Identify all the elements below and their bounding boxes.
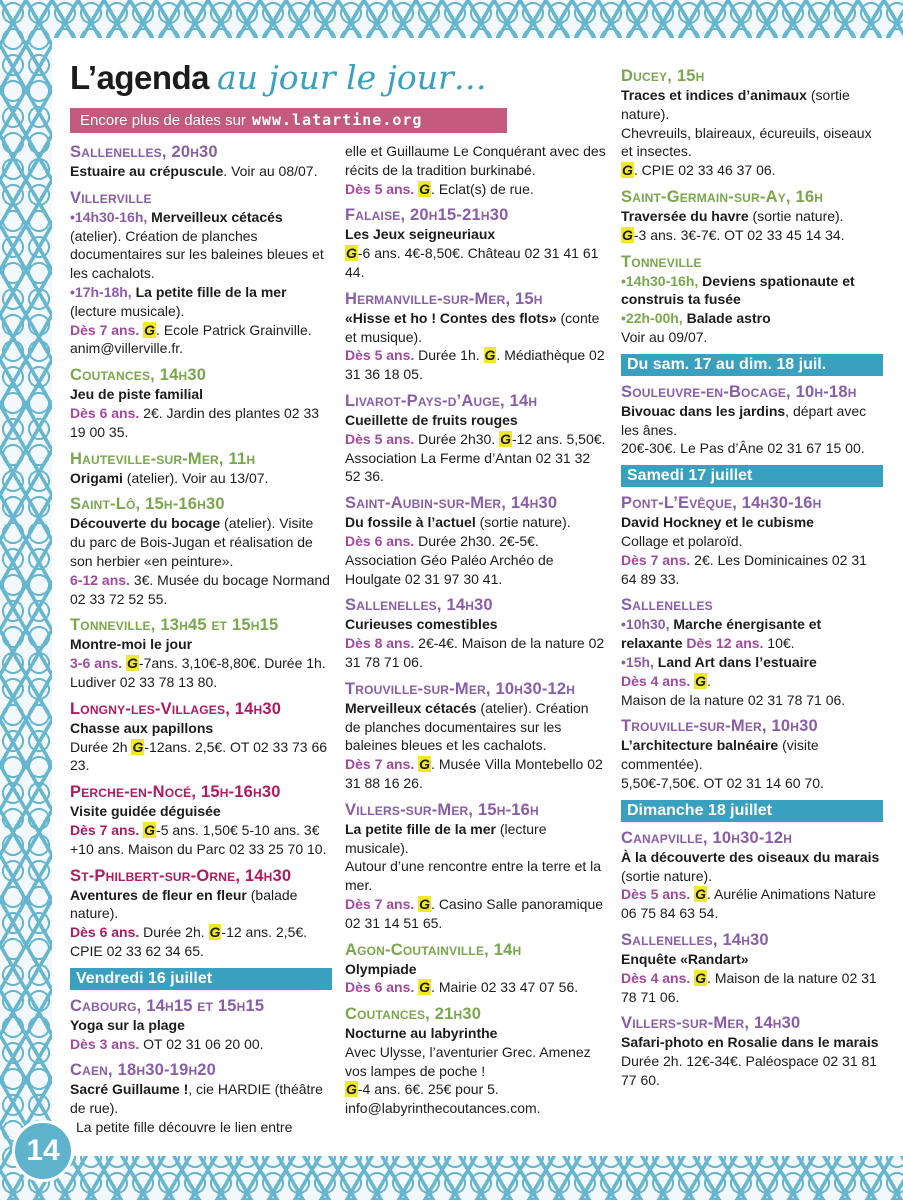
event-heading: Canapville, 10h30-12h — [621, 828, 793, 847]
event-livarot — [345, 391, 607, 486]
free-badge: G — [419, 979, 431, 996]
column-2 — [345, 142, 607, 1125]
age-label: Dès 7 ans. — [345, 756, 415, 773]
event-heading: Caen, 18h30-19h20 — [70, 1061, 217, 1080]
event-perche — [70, 782, 332, 858]
event-text: -7ans. 3,10€-8,80€. Durée 1h. Ludiver 02 33 78 13 80. — [70, 655, 326, 690]
event-text: (lecture musicale). — [345, 820, 547, 856]
event-title: Enquête «Randart» — [621, 950, 749, 967]
event-title: Sacré Guillaume ! — [70, 1081, 189, 1098]
event-text: (sortie nature). — [748, 207, 844, 224]
event-title: Montre-moi le jour — [70, 636, 193, 653]
page-title — [70, 58, 610, 97]
age-label: Dès 6 ans. — [345, 532, 415, 549]
event-text: OT 02 31 06 20 00. — [139, 1035, 264, 1052]
event-heading: Villers-sur-Mer, 14h30 — [621, 1014, 801, 1033]
event-text: (atelier). Création de planches documentaires sur les baleines bleues et les cachalots. — [70, 227, 324, 282]
event-title: Origami — [70, 469, 123, 486]
event-title: Land Art dans l’estuaire — [653, 653, 817, 670]
event-text: (sortie nature). — [621, 867, 713, 884]
event-text: . Musée Villa Montebello 02 31 88 16 26. — [345, 756, 603, 791]
event-text: Durée 2h — [70, 738, 132, 755]
event-heading: Agon-Coutainville, 14h — [345, 940, 522, 959]
event-text: 2€. Jardin des plantes 02 33 19 00 35. — [70, 404, 320, 440]
event-title: Olympiade — [345, 960, 417, 977]
event-title: La petite fille de la mer — [345, 820, 496, 837]
free-badge: G — [346, 245, 357, 262]
banner-text: Encore plus de dates sur — [80, 112, 246, 129]
event-text: . CPIE 02 33 46 37 06. — [633, 162, 776, 179]
event-heading: Hauteville-sur-Mer, 11h — [70, 449, 256, 468]
event-text: . Maison de la nature 02 31 78 71 06. — [621, 969, 877, 1005]
event-title: Deviens spationaute et construis ta fusée — [621, 272, 855, 308]
event-text: Avec Ulysse, l’aventurier Grec. Amenez vos lampes de poche ! — [345, 1043, 591, 1079]
free-badge: G — [622, 162, 633, 179]
age-label: Dès 6 ans. — [70, 924, 140, 941]
age-label: Dès 5 ans. — [345, 347, 415, 364]
free-badge: G — [127, 655, 138, 672]
column-3 — [621, 66, 883, 1097]
event-text: 2€. Les Dominicaines 02 31 64 89 33. — [621, 551, 867, 587]
event-heading: Coutances, 14h30 — [70, 366, 207, 385]
free-badge: G — [144, 821, 156, 838]
event-text: Durée 2h. — [139, 924, 209, 941]
event-text: . Mairie 02 33 47 07 56. — [431, 979, 579, 996]
free-badge: G — [695, 886, 707, 903]
event-heading: Sallenelles, 14h30 — [621, 930, 769, 949]
event-canapville — [621, 828, 883, 923]
event-heading: Tonneville, 13h45 et 15h15 — [70, 616, 279, 635]
event-sallenelles-3: Sallenelles •10h30, Marche énergisante et relaxante Dès 12 ans. 10€. •15h, Land Art dans l’estuaire Dès 4 ans. G. Maison de la nature 02 31 78 71 06. — [621, 595, 883, 709]
age-label: Dès 7 ans. — [345, 895, 415, 912]
event-text: (sortie nature). — [621, 87, 850, 122]
age-label: Dès 5 ans. — [621, 886, 691, 903]
event-heading: Sallenelles — [621, 596, 713, 615]
website-banner — [70, 108, 507, 133]
event-time: •15h, — [621, 653, 654, 670]
event-heading: Trouville-sur-Mer, 10h30 — [621, 717, 818, 736]
age-label: Dès 6 ans. — [70, 404, 140, 421]
event-trouville-2 — [621, 716, 883, 792]
event-text: Chevreuils, blaireaux, écureuils, oiseaux et insectes. — [621, 124, 872, 160]
event-text: , départ avec les ânes. — [621, 402, 867, 438]
event-title: Les Jeux seigneuriaux — [345, 226, 496, 243]
event-text: . Casino Salle panoramique 02 31 14 51 65. — [345, 895, 604, 931]
event-trouville — [345, 679, 607, 793]
age-label: Dès 4 ans. — [621, 969, 691, 986]
day-header: Du sam. 17 au dim. 18 juil. — [621, 354, 883, 376]
event-text: Collage et polaroïd. — [621, 532, 743, 549]
free-badge: G — [500, 430, 511, 447]
event-sallenelles-4 — [621, 930, 883, 1006]
event-text: La petite fille découvre le lien entre — [76, 1118, 293, 1135]
banner-url-link[interactable]: www.latartine.org — [251, 111, 423, 129]
event-text: 3€. Musée du bocage Normand 02 33 72 52 55. — [70, 571, 330, 607]
event-tonneville-2 — [621, 252, 883, 347]
event-title: Balade astro — [682, 310, 771, 327]
event-heading: Villerville — [70, 188, 152, 207]
event-pont-leveque — [621, 493, 883, 588]
event-ducey — [621, 66, 883, 180]
age-label: Dès 5 ans. — [345, 430, 415, 447]
day-header: Dimanche 18 juillet — [621, 800, 883, 822]
event-text: Durée 2h30. — [414, 430, 500, 447]
event-text: -12 ans. 5,50€. Association La Ferme d’Antan 02 31 32 52 36. — [345, 430, 606, 485]
age-label: Dès 7 ans. — [621, 551, 691, 568]
event-title: La petite fille de la mer — [131, 283, 287, 300]
free-badge: G — [132, 738, 144, 755]
event-title: Curieuses comestibles — [345, 616, 498, 633]
free-badge: G — [419, 756, 431, 773]
event-heading: Livarot-Pays-d’Auge, 14h — [345, 391, 538, 410]
event-agon — [345, 940, 607, 998]
event-text: -3 ans. 3€-7€. OT 02 33 45 14 34. — [633, 226, 845, 243]
event-souleuvre — [621, 382, 883, 458]
event-text: -4 ans. 6€. 25€ pour 5. info@labyrinthecoutances.com. — [345, 1081, 541, 1117]
day-header: Samedi 17 juillet — [621, 465, 883, 487]
event-text: -12ans. 2,5€. OT 02 33 73 66 23. — [70, 738, 328, 774]
age-label: Dès 8 ans. — [345, 635, 415, 652]
event-text: (sortie nature). — [475, 514, 571, 531]
age-label: 3-6 ans. — [70, 655, 123, 672]
event-title: Merveilleux cétacés — [345, 699, 477, 716]
event-time: •17h-18h, — [70, 283, 132, 300]
age-label: Dès 12 ans. — [682, 635, 764, 652]
event-text: (balade nature). — [70, 886, 298, 922]
event-cabourg — [70, 996, 332, 1054]
event-heading: Longny-les-Villages, 14h30 — [70, 699, 282, 718]
free-badge: G — [695, 969, 707, 986]
event-st-philbert — [70, 866, 332, 961]
event-title: Découverte du bocage — [70, 515, 221, 532]
event-title: «Hisse et ho ! Contes des flots» — [345, 309, 557, 326]
event-text: . Voir au 08/07. — [223, 163, 318, 179]
free-badge: G — [695, 672, 707, 689]
event-heading: St-Philbert-sur-Orne, 14h30 — [70, 866, 292, 885]
event-sallenelles-2 — [345, 595, 607, 671]
event-heading: Saint-Germain-sur-Ay, 16h — [621, 187, 824, 206]
event-text: Voir au 09/07. — [621, 328, 708, 345]
event-title: Visite guidée déguisée — [70, 803, 221, 820]
event-text: (atelier). Visite du parc de Bois-Jugan et réalisation de son herbier «en peinture». — [70, 515, 314, 569]
age-label: 6-12 ans. — [70, 571, 130, 588]
event-text: (visite commentée). — [621, 737, 819, 773]
free-badge: G — [346, 1081, 357, 1098]
event-villers-2 — [621, 1013, 883, 1089]
event-heading: Hermanville-sur-Mer, 15h — [345, 289, 543, 308]
event-saint-aubin — [345, 493, 607, 588]
event-heading: Trouville-sur-Mer, 10h30-12h — [345, 679, 576, 698]
age-label: Dès 4 ans. — [621, 672, 691, 689]
event-title: À la découverte des oiseaux du marais — [621, 848, 880, 865]
event-coutances — [70, 365, 332, 441]
event-time: •22h-00h, — [621, 310, 683, 327]
event-time: •10h30, — [621, 616, 670, 633]
event-title: Cueillette de fruits rouges — [345, 411, 518, 428]
event-title: Merveilleux cétacés — [147, 208, 283, 225]
age-label: Dès 7 ans. — [70, 321, 140, 338]
event-heading: Saint-Aubin-sur-Mer, 14h30 — [345, 494, 558, 513]
event-text: . Médiathèque 02 31 36 18 05. — [345, 347, 605, 383]
event-title: Estuaire au crépuscule — [70, 163, 224, 179]
event-title: Bivouac dans les jardins — [621, 402, 786, 419]
event-text: 5,50€-7,50€. OT 02 31 14 60 70. — [621, 774, 824, 791]
event-text: 20€-30€. Le Pas d’Âne 02 31 67 15 00. — [621, 440, 865, 457]
age-label: Dès 6 ans. — [345, 979, 415, 996]
event-heading: Tonneville — [621, 252, 702, 271]
event-heading: Villers-sur-Mer, 15h-16h — [345, 800, 539, 819]
age-label: Dès 7 ans. — [70, 821, 140, 838]
event-saint-lo — [70, 494, 332, 608]
event-coutances-2 — [345, 1004, 607, 1118]
event-hauteville — [70, 449, 332, 488]
event-text: Durée 2h30. 2€-5€. Association Géo Paléo Archéo de Houlgate 02 31 97 30 41. — [345, 532, 554, 587]
event-heading: Sallenelles, 14h30 — [345, 596, 493, 615]
event-text: -6 ans. 4€-8,50€. Château 02 31 41 61 44. — [345, 245, 599, 280]
event-title: L’architecture balnéaire — [621, 737, 779, 754]
event-text: , cie HARDIE (théâtre de rue). — [70, 1081, 323, 1117]
event-text: . Ecole Patrick Grainville. anim@villerville.fr. — [70, 321, 312, 357]
event-heading: Souleuvre-en-Bocage, 10h-18h — [621, 382, 857, 401]
event-text: (lecture musicale). — [70, 302, 185, 319]
event-heading: Perche-en-Nocé, 15h-16h30 — [70, 783, 281, 802]
event-saint-germain — [621, 187, 883, 245]
free-badge: G — [144, 321, 156, 338]
event-text: elle et Guillaume Le Conquérant avec des récits de la tradition burkinabé. — [345, 143, 606, 178]
free-badge: G — [484, 347, 496, 364]
free-badge: G — [419, 180, 431, 197]
age-label: Dès 3 ans. — [70, 1035, 140, 1052]
event-time: •14h30-16h, — [70, 208, 148, 225]
event-text: (atelier). Voir au 13/07. — [122, 469, 269, 486]
event-tonneville — [70, 615, 332, 691]
event-title: Chasse aux papillons — [70, 719, 214, 736]
event-caen-continued — [345, 142, 607, 198]
event-caen — [70, 1060, 332, 1136]
event-text: 2€-4€. Maison de la nature 02 31 78 71 06. — [345, 635, 605, 670]
event-title: Aventures de fleur en fleur — [70, 886, 247, 903]
event-time: •14h30-16h, — [621, 272, 699, 289]
event-text: (atelier). Création de planches documentaires sur les baleines bleues et les cachalots. — [345, 699, 589, 754]
event-title: Traces et indices d’animaux — [621, 87, 807, 103]
event-text: Maison de la nature 02 31 78 71 06. — [621, 691, 846, 708]
event-villerville — [70, 188, 332, 358]
free-badge: G — [622, 226, 633, 243]
event-villers — [345, 800, 607, 933]
event-heading: Coutances, 21h30 — [345, 1005, 482, 1024]
event-heading: Falaise, 20h15-21h30 — [345, 206, 509, 225]
event-heading: Pont-L’Evêque, 14h30-16h — [621, 494, 822, 513]
free-badge: G — [209, 924, 221, 941]
age-label: Dès 5 ans. — [345, 180, 415, 197]
title-script: au jour le jour… — [217, 58, 487, 97]
event-text: -5 ans. 1,50€ 5-10 ans. 3€ +10 ans. Maison du Parc 02 33 25 70 10. — [70, 821, 327, 857]
event-title: Nocturne au labyrinthe — [345, 1025, 498, 1042]
event-title: Jeu de piste familial — [70, 386, 204, 403]
event-title: David Hockney et le cubisme — [621, 514, 814, 531]
event-falaise — [345, 205, 607, 281]
event-title: Safari-photo en Rosalie dans le marais — [621, 1034, 879, 1051]
event-text: 10€. — [763, 635, 795, 652]
event-text: . Aurélie Animations Nature 06 75 84 63 54. — [621, 886, 876, 922]
event-sallenelles — [70, 142, 332, 181]
event-heading: Cabourg, 14h15 et 15h15 — [70, 996, 265, 1015]
event-text: Durée 2h. 12€-34€. Paléospace 02 31 81 77 60. — [621, 1053, 878, 1088]
day-header: Vendredi 16 juillet — [70, 968, 332, 990]
free-badge: G — [419, 895, 431, 912]
event-heading: Ducey, 15h — [621, 67, 705, 85]
event-title: Yoga sur la plage — [70, 1016, 185, 1033]
event-text: . Eclat(s) de rue. — [431, 180, 534, 197]
event-text: Autour d’une rencontre entre la terre et la mer. — [345, 858, 602, 894]
title-main: L’agenda — [70, 59, 210, 96]
event-text: Durée 1h. — [414, 347, 484, 364]
event-title: Traversée du havre — [621, 207, 749, 224]
event-heading: Sallenelles, 20h30 — [70, 143, 218, 161]
page-number: 14 — [12, 1120, 74, 1182]
event-title: Du fossile à l’actuel — [345, 514, 476, 531]
event-longny — [70, 699, 332, 775]
event-heading: Saint-Lô, 15h-16h30 — [70, 495, 225, 514]
event-hermanville — [345, 289, 607, 384]
event-text: (conte et musique). — [345, 309, 600, 345]
event-text: -12 ans. 2,5€. CPIE 02 33 62 34 65. — [70, 924, 308, 959]
column-1 — [70, 142, 332, 1144]
event-title: Marche énergisante et relaxante — [621, 616, 822, 652]
